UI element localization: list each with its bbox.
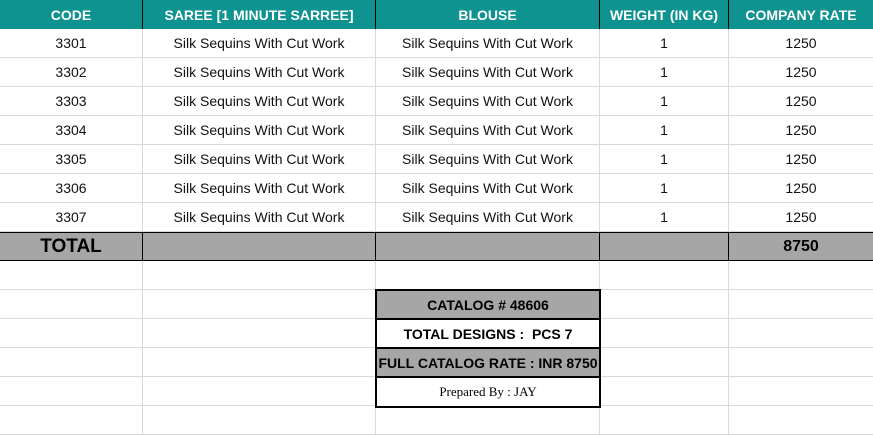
- empty-row: [0, 261, 873, 290]
- cell-code[interactable]: 3302: [0, 58, 143, 86]
- cell-weight[interactable]: 1: [600, 116, 729, 144]
- catalog-summary-box: [375, 289, 601, 408]
- empty-cell[interactable]: [0, 261, 143, 289]
- total-label-cell[interactable]: TOTAL: [0, 233, 143, 260]
- empty-cell[interactable]: [600, 261, 729, 289]
- table-row: [0, 203, 873, 232]
- cell-blouse[interactable]: Silk Sequins With Cut Work: [376, 116, 600, 144]
- header-row: [0, 0, 873, 29]
- cell-code[interactable]: 3303: [0, 87, 143, 115]
- table-row: [0, 145, 873, 174]
- empty-cell[interactable]: [143, 348, 376, 376]
- empty-cell[interactable]: [376, 406, 600, 434]
- cell-code[interactable]: 3306: [0, 174, 143, 202]
- cell-saree[interactable]: Silk Sequins With Cut Work: [143, 58, 376, 86]
- empty-cell[interactable]: [729, 377, 873, 405]
- cell-code[interactable]: 3305: [0, 145, 143, 173]
- cell-rate[interactable]: 1250: [785, 64, 817, 80]
- header-cell-weight[interactable]: WEIGHT (IN KG): [600, 0, 729, 29]
- empty-cell[interactable]: [600, 348, 729, 376]
- cell-blouse[interactable]: Silk Sequins With Cut Work: [376, 29, 600, 57]
- cell-blouse[interactable]: Silk Sequins With Cut Work: [376, 145, 600, 173]
- cell-weight[interactable]: 1: [600, 174, 729, 202]
- empty-cell[interactable]: [729, 348, 873, 376]
- cell-blouse[interactable]: Silk Sequins With Cut Work: [376, 58, 600, 86]
- cell-code[interactable]: 3304: [0, 116, 143, 144]
- table-row: [0, 29, 873, 58]
- header-cell-saree[interactable]: SAREE [1 MINUTE SARREE]: [143, 0, 376, 29]
- table-row: [0, 116, 873, 145]
- empty-cell[interactable]: [0, 377, 143, 405]
- cell-weight[interactable]: 1: [600, 203, 729, 231]
- cell-rate[interactable]: 1250: [785, 151, 817, 167]
- cell-code[interactable]: 3307: [0, 203, 143, 231]
- header-cell-company-rate[interactable]: COMPANY RATE: [745, 6, 857, 23]
- header-cell-code[interactable]: CODE: [0, 0, 143, 29]
- table-row: [0, 87, 873, 116]
- empty-cell[interactable]: [729, 290, 873, 318]
- cell-weight[interactable]: 1: [600, 29, 729, 57]
- cell-rate[interactable]: 1250: [785, 122, 817, 138]
- total-empty-cell[interactable]: [143, 233, 376, 260]
- cell-weight[interactable]: 1: [600, 58, 729, 86]
- total-amount-cell[interactable]: 8750: [783, 237, 819, 255]
- cell-saree[interactable]: Silk Sequins With Cut Work: [143, 203, 376, 231]
- empty-cell[interactable]: [0, 290, 143, 318]
- header-cell-blouse[interactable]: BLOUSE: [376, 0, 600, 29]
- empty-cell[interactable]: [729, 261, 873, 289]
- cell-blouse[interactable]: Silk Sequins With Cut Work: [376, 174, 600, 202]
- cell-blouse[interactable]: Silk Sequins With Cut Work: [376, 203, 600, 231]
- empty-cell[interactable]: [143, 377, 376, 405]
- empty-cell[interactable]: [0, 348, 143, 376]
- cell-weight[interactable]: 1: [600, 145, 729, 173]
- cell-saree[interactable]: Silk Sequins With Cut Work: [143, 174, 376, 202]
- empty-cell[interactable]: [600, 406, 729, 434]
- table-row: [0, 58, 873, 87]
- empty-cell[interactable]: [143, 261, 376, 289]
- cell-saree[interactable]: Silk Sequins With Cut Work: [143, 145, 376, 173]
- total-designs[interactable]: TOTAL DESIGNS : PCS 7: [377, 320, 599, 349]
- prepared-by[interactable]: Prepared By : JAY: [439, 384, 537, 399]
- empty-row: [0, 406, 873, 435]
- cell-rate[interactable]: 1250: [785, 209, 817, 225]
- empty-cell[interactable]: [729, 319, 873, 347]
- cell-saree[interactable]: Silk Sequins With Cut Work: [143, 87, 376, 115]
- total-row: [0, 232, 873, 261]
- cell-rate[interactable]: 1250: [785, 35, 817, 51]
- empty-cell[interactable]: [0, 319, 143, 347]
- empty-cell[interactable]: [600, 377, 729, 405]
- empty-cell[interactable]: [143, 319, 376, 347]
- full-catalog-rate[interactable]: FULL CATALOG RATE : INR 8750: [377, 349, 599, 378]
- cell-saree[interactable]: Silk Sequins With Cut Work: [143, 116, 376, 144]
- cell-saree[interactable]: Silk Sequins With Cut Work: [143, 29, 376, 57]
- catalog-number[interactable]: CATALOG # 48606: [377, 291, 599, 320]
- total-empty-cell[interactable]: [600, 233, 729, 260]
- empty-cell[interactable]: [0, 406, 143, 434]
- cell-rate[interactable]: 1250: [785, 180, 817, 196]
- empty-cell[interactable]: [729, 406, 873, 434]
- table-row: [0, 174, 873, 203]
- empty-cell[interactable]: [600, 290, 729, 318]
- total-empty-cell[interactable]: [376, 233, 600, 260]
- empty-cell[interactable]: [143, 406, 376, 434]
- empty-cell[interactable]: [143, 290, 376, 318]
- cell-weight[interactable]: 1: [600, 87, 729, 115]
- cell-blouse[interactable]: Silk Sequins With Cut Work: [376, 87, 600, 115]
- empty-cell[interactable]: [376, 261, 600, 289]
- empty-cell[interactable]: [600, 319, 729, 347]
- cell-code[interactable]: 3301: [0, 29, 143, 57]
- cell-rate[interactable]: 1250: [785, 93, 817, 109]
